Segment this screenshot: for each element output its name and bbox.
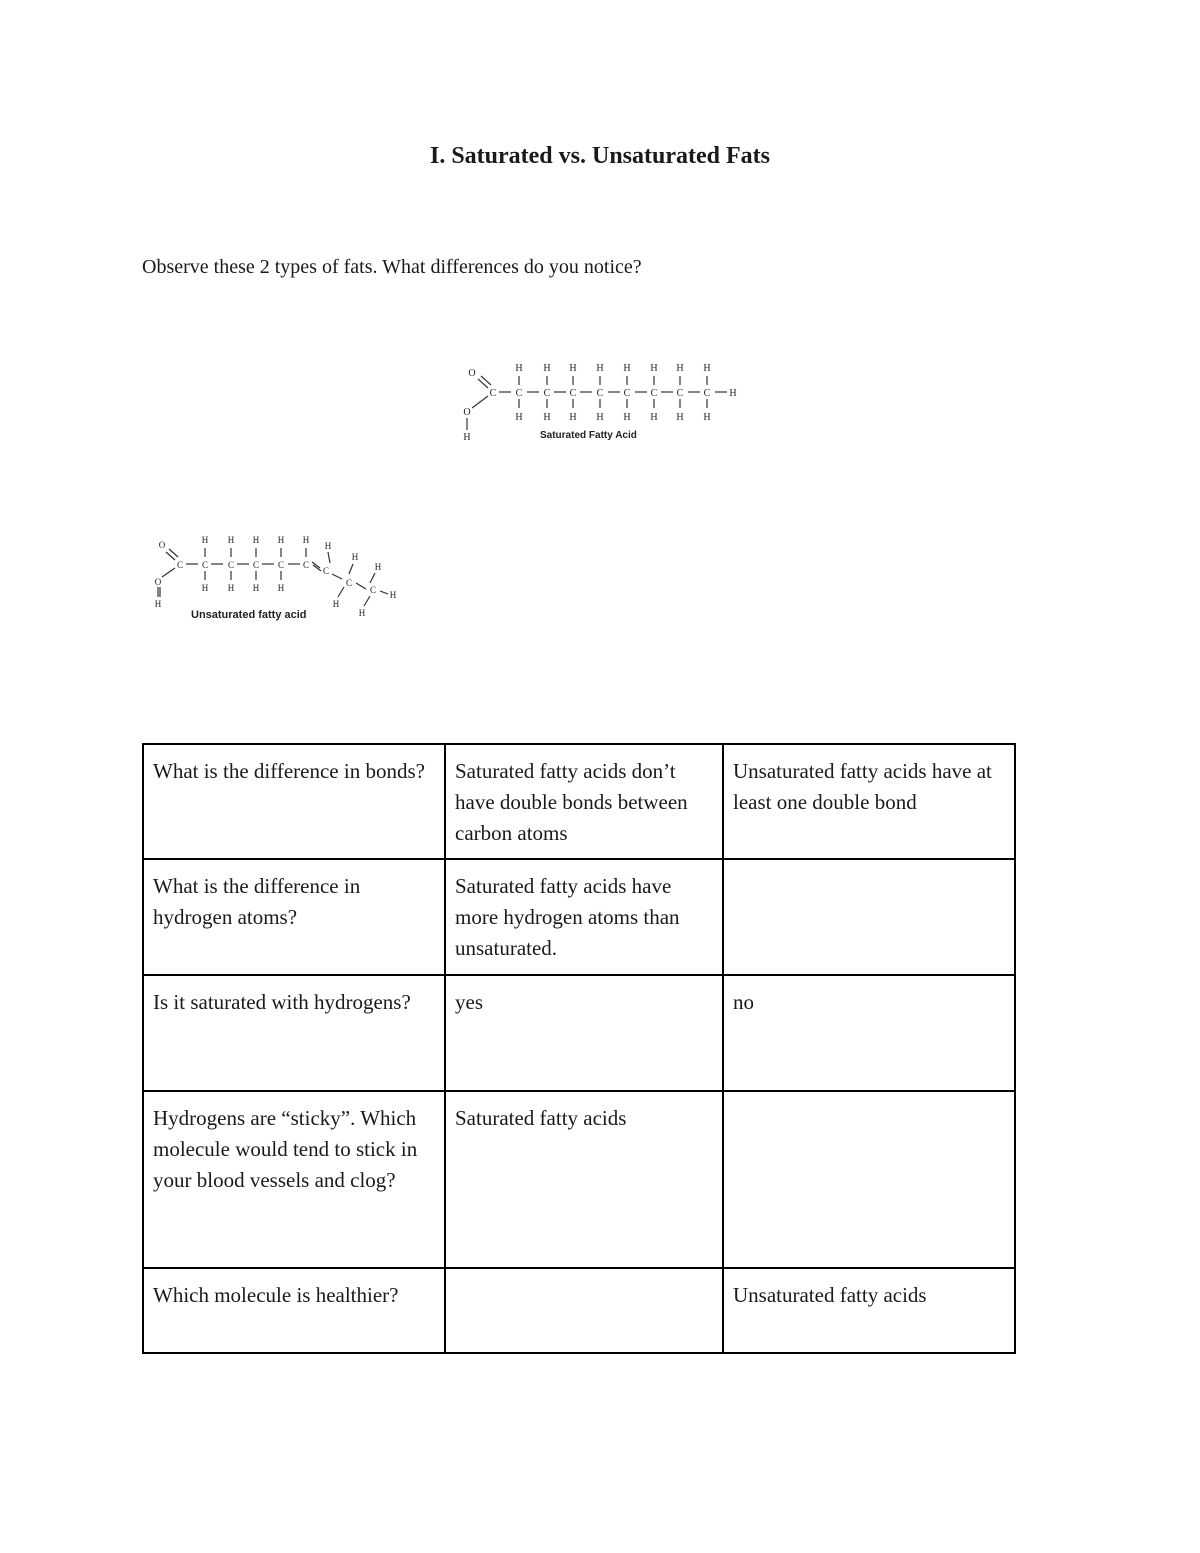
table-row: [143, 859, 1015, 975]
svg-text:C: C: [277, 560, 285, 570]
svg-text:H: H: [703, 363, 711, 374]
svg-text:C: C: [322, 566, 330, 576]
svg-text:O: O: [158, 540, 166, 550]
svg-text:H: H: [201, 583, 209, 593]
question-cell: What is the difference in hydrogen atoms?: [143, 859, 445, 975]
saturated-answer-cell: Saturated fatty acids have more hydrogen atoms than unsaturated.: [445, 859, 723, 975]
svg-text:H: H: [623, 363, 631, 374]
unsaturated-caption: Unsaturated fatty acid: [191, 609, 307, 621]
svg-text:C: C: [227, 560, 235, 570]
svg-text:O: O: [468, 368, 476, 379]
unsaturated-structure-svg: [148, 530, 408, 625]
svg-text:H: H: [729, 388, 737, 399]
instruction-text: Observe these 2 types of fats. What differences do you notice?: [142, 256, 642, 278]
svg-text:C: C: [676, 388, 684, 399]
svg-text:H: H: [351, 552, 359, 562]
svg-text:C: C: [569, 388, 577, 399]
svg-text:H: H: [569, 363, 577, 374]
question-cell: Is it saturated with hydrogens?: [143, 975, 445, 1091]
unsaturated-fatty-acid-diagram: [148, 530, 408, 625]
svg-text:H: H: [302, 535, 310, 545]
unsaturated-answer-cell: [723, 1091, 1015, 1268]
saturated-answer-cell: yes: [445, 975, 723, 1091]
svg-text:H: H: [277, 583, 285, 593]
svg-text:C: C: [201, 560, 209, 570]
svg-text:C: C: [596, 388, 604, 399]
svg-text:O: O: [154, 577, 162, 587]
question-cell: Hydrogens are “sticky”. Which molecule would tend to stick in your blood vessels and clog?: [143, 1091, 445, 1268]
unsaturated-answer-cell: [723, 859, 1015, 975]
table-row: [143, 1091, 1015, 1268]
svg-text:H: H: [252, 535, 260, 545]
svg-text:C: C: [623, 388, 631, 399]
table-row: [143, 975, 1015, 1091]
svg-text:H: H: [227, 535, 235, 545]
svg-text:H: H: [374, 562, 382, 572]
svg-text:C: C: [543, 388, 551, 399]
unsaturated-atoms: [155, 535, 397, 618]
svg-text:H: H: [154, 599, 162, 609]
saturated-fatty-acid-diagram: [452, 355, 752, 450]
svg-text:H: H: [389, 590, 397, 600]
svg-text:H: H: [623, 412, 631, 423]
svg-text:C: C: [489, 388, 497, 399]
svg-text:H: H: [227, 583, 235, 593]
svg-text:C: C: [176, 560, 184, 570]
question-cell: What is the difference in bonds?: [143, 744, 445, 859]
worksheet-title: I. Saturated vs. Unsaturated Fats: [429, 143, 770, 169]
unsaturated-answer-cell: no: [723, 975, 1015, 1091]
svg-text:H: H: [324, 541, 332, 551]
svg-text:H: H: [703, 412, 711, 423]
svg-text:H: H: [543, 412, 551, 423]
saturated-structure-svg: [452, 355, 752, 450]
svg-text:H: H: [676, 363, 684, 374]
svg-text:C: C: [302, 560, 310, 570]
unsaturated-answer-cell: Unsaturated fatty acids: [723, 1268, 1015, 1353]
svg-text:H: H: [277, 535, 285, 545]
svg-text:H: H: [596, 363, 604, 374]
svg-text:H: H: [596, 412, 604, 423]
unsaturated-answer-cell: Unsaturated fatty acids have at least one double bond: [723, 744, 1015, 859]
svg-text:H: H: [515, 412, 523, 423]
svg-text:H: H: [332, 599, 340, 609]
saturated-answer-cell: [445, 1268, 723, 1353]
svg-text:H: H: [676, 412, 684, 423]
svg-text:H: H: [569, 412, 577, 423]
svg-text:C: C: [369, 585, 377, 595]
saturated-caption: Saturated Fatty Acid: [540, 430, 637, 441]
svg-text:H: H: [463, 432, 471, 443]
svg-text:C: C: [650, 388, 658, 399]
svg-text:H: H: [650, 412, 658, 423]
svg-text:H: H: [650, 363, 658, 374]
svg-text:H: H: [515, 363, 523, 374]
saturated-answer-cell: Saturated fatty acids don’t have double bonds between carbon atoms: [445, 744, 723, 859]
svg-text:C: C: [252, 560, 260, 570]
table-row: [143, 1268, 1015, 1353]
question-cell: Which molecule is healthier?: [143, 1268, 445, 1353]
svg-text:O: O: [463, 407, 471, 418]
svg-text:H: H: [201, 535, 209, 545]
svg-text:H: H: [543, 363, 551, 374]
svg-text:C: C: [345, 578, 353, 588]
svg-text:H: H: [358, 608, 366, 618]
comparison-table: [142, 743, 1016, 1354]
svg-text:C: C: [703, 388, 711, 399]
table-row: [143, 744, 1015, 859]
svg-text:C: C: [515, 388, 523, 399]
svg-text:H: H: [252, 583, 260, 593]
saturated-answer-cell: Saturated fatty acids: [445, 1091, 723, 1268]
